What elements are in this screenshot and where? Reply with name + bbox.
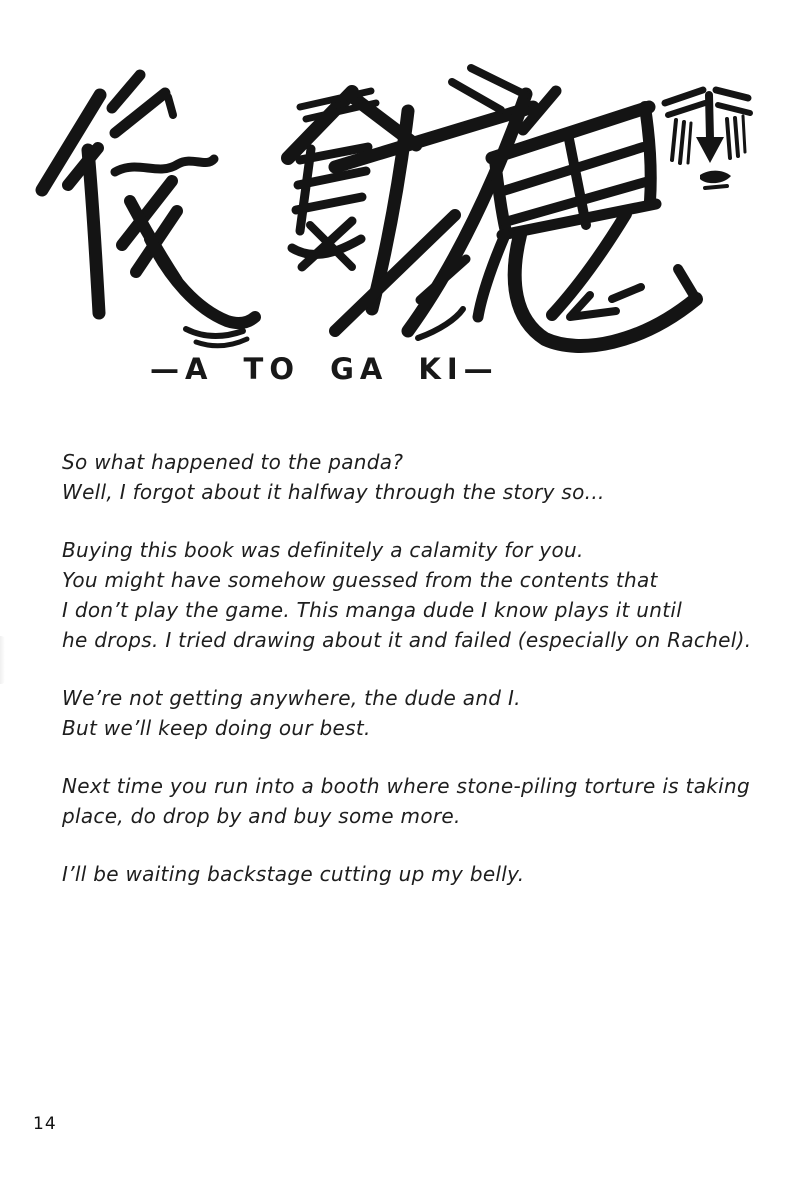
text-line: Well, I forgot about it halfway through the story so... xyxy=(62,480,605,504)
paragraph-backstage xyxy=(62,859,774,889)
text-line: I don’t play the game. This manga dude I know plays it until xyxy=(62,598,683,622)
text-line: Buying this book was definitely a calamity for you. xyxy=(62,538,584,562)
text-line: place, do drop by and buy some more. xyxy=(62,804,461,828)
paragraph-panda xyxy=(62,447,774,507)
text-line: But we’ll keep doing our best. xyxy=(62,716,371,740)
text-line: I’ll be waiting backstage cutting up my belly. xyxy=(62,862,525,886)
text-line: We’re not getting anywhere, the dude and I. xyxy=(62,686,521,710)
scan-smudge xyxy=(0,636,5,684)
page-number: 14 xyxy=(33,1114,57,1134)
paragraph-best xyxy=(62,683,774,743)
title-romaji: —A TO GA KI— xyxy=(150,352,499,386)
afterword-text xyxy=(62,447,774,917)
text-line: So what happened to the panda? xyxy=(62,450,404,474)
text-line: he drops. I tried drawing about it and failed (especially on Rachel). xyxy=(62,628,752,652)
title-calligraphy xyxy=(0,55,812,365)
kanji-ato xyxy=(42,75,255,346)
text-line: You might have somehow guessed from the contents that xyxy=(62,568,658,592)
text-line: Next time you run into a booth where stone-piling torture is taking xyxy=(62,774,750,798)
paragraph-calamity xyxy=(62,535,774,655)
down-arrow-scribble-icon xyxy=(665,90,750,188)
paragraph-booth xyxy=(62,771,774,831)
